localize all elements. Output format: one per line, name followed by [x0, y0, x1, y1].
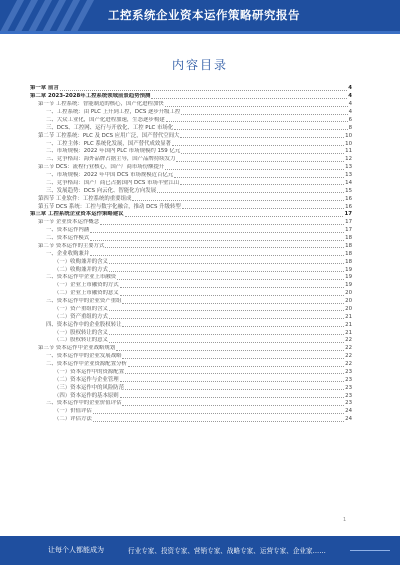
toc-entry-title: 第二章 2023-2028年工控系统领域前景趋势预测: [30, 93, 151, 100]
toc-entry[interactable]: [30, 132, 352, 140]
toc-dot-leader: [117, 279, 344, 280]
toc-dot-leader: [109, 318, 344, 319]
toc-entry-page: 18: [345, 242, 352, 249]
toc-entry-page: 22: [345, 345, 352, 352]
toc-entry[interactable]: [30, 376, 352, 384]
footer-tagline: 行业专家、投资专家、营销专家、战略专家、运营专家、企业家……: [128, 547, 326, 555]
toc-entry[interactable]: [30, 361, 352, 369]
toc-entry[interactable]: [30, 250, 352, 258]
toc-entry-title: （一）资产重组的含义: [54, 305, 108, 312]
toc-entry[interactable]: [30, 164, 352, 172]
toc-entry[interactable]: [30, 109, 352, 117]
toc-entry-page: 23: [345, 384, 352, 391]
toc-entry-page: 24: [345, 408, 352, 415]
toc-dot-leader: [122, 303, 344, 304]
toc-entry[interactable]: [30, 400, 352, 408]
toc-dot-leader: [109, 334, 344, 335]
toc-entry-title: 第四节 工业软件：工控系统的重要组成: [38, 195, 132, 202]
toc-dot-leader: [109, 342, 344, 343]
toc-title: 内容目录: [171, 58, 228, 72]
toc-entry-title: （一）股权转让的含义: [54, 329, 108, 336]
toc-entry[interactable]: [30, 282, 352, 290]
toc-dot-leader: [165, 169, 344, 170]
toc-entry[interactable]: [30, 203, 352, 211]
toc-entry[interactable]: [30, 298, 352, 306]
toc-entry[interactable]: [30, 306, 352, 314]
toc-dot-leader: [90, 240, 344, 241]
toc-entry-title: 二、市场规模：2022 年国内 PLC 市场规模约 159 亿元: [46, 148, 181, 155]
toc-entry-page: 23: [345, 400, 352, 407]
toc-entry-title: （二）收购兼并的方式: [54, 266, 108, 273]
toc-entry-page: 17: [345, 227, 352, 234]
toc-dot-leader: [180, 137, 344, 138]
toc-entry-page: 10: [345, 132, 352, 139]
toc-entry-title: 第二节 工控系统：PLC 及 DCS 应用广泛，国产替代空间大: [38, 132, 180, 139]
toc-entry-title: 三、竞争格局：海外品牌占据主导，国产品牌持续发力: [46, 156, 176, 163]
toc-entry-page: 22: [345, 361, 352, 368]
toc-dot-leader: [174, 129, 347, 130]
toc-dot-leader: [151, 98, 347, 99]
toc-entry-title: （二）企业上市融资的意义: [54, 290, 119, 297]
toc-entry-title: （三）资本运作中的风险防范: [54, 384, 125, 391]
toc-entry[interactable]: [30, 274, 352, 282]
toc-entry-page: 12: [345, 156, 352, 163]
toc-entry[interactable]: [30, 211, 352, 219]
toc-entry[interactable]: [30, 180, 352, 188]
toc-entry-page: 4: [348, 85, 352, 92]
toc-entry-page: 13: [345, 164, 352, 171]
toc-entry-title: （二）评估方法: [54, 416, 92, 423]
toc-entry-title: 二、资本运作模式: [46, 235, 90, 242]
toc-dot-leader: [90, 255, 344, 256]
toc-entry[interactable]: [30, 345, 352, 353]
toc-entry-page: 4: [348, 93, 352, 100]
toc-dot-leader: [172, 145, 344, 146]
toc-dot-leader: [120, 287, 344, 288]
toc-entry-page: 16: [345, 195, 352, 202]
toc-entry-page: 4: [348, 109, 352, 116]
toc-entry-title: 三、DCS、工控网、运行与开放化、工控 PLC 市场化: [46, 124, 174, 131]
toc-entry-title: 第一节 工控系统：智能制造的核心，国产化进程加快: [38, 101, 164, 108]
toc-entry-page: 20: [345, 290, 352, 297]
toc-entry-page: 21: [345, 321, 352, 328]
toc-dot-leader: [100, 224, 344, 225]
toc-entry[interactable]: [30, 85, 352, 93]
toc-entry-page: 15: [345, 187, 352, 194]
toc-dot-leader: [180, 184, 344, 185]
toc-dot-leader: [120, 381, 344, 382]
toc-entry[interactable]: [30, 243, 352, 251]
toc-dot-leader: [176, 161, 344, 162]
toc-entry-page: 20: [345, 298, 352, 305]
toc-entry-page: 22: [345, 353, 352, 360]
toc-entry-page: 22: [345, 337, 352, 344]
toc-entry[interactable]: [30, 266, 352, 274]
toc-entry-title: 第三章 工控系统企业资本运作策略建议: [30, 211, 124, 218]
toc-dot-leader: [182, 208, 344, 209]
toc-entry[interactable]: [30, 140, 352, 148]
toc-entry-title: 第三节 资本运作中企业战略规划: [38, 345, 116, 352]
toc-entry-title: 一、资本运作内涵: [46, 227, 90, 234]
toc-entry[interactable]: [30, 187, 352, 195]
toc-entry-title: （一）价值评估: [54, 408, 92, 415]
toc-entry-title: 第一章 前言: [30, 85, 59, 92]
toc-entry[interactable]: [30, 392, 352, 400]
table-of-contents: [30, 85, 352, 424]
toc-entry-page: 18: [345, 250, 352, 257]
toc-entry-page: 17: [345, 219, 352, 226]
toc-entry-title: 二、大众工业化，国产化进程加速，生态逐步构建: [46, 116, 165, 123]
toc-entry-title: （二）股权转让的意义: [54, 337, 108, 344]
toc-entry-page: 16: [345, 203, 352, 210]
toc-dot-leader: [125, 389, 344, 390]
toc-entry-title: 第三节 DCS：流程行业核心，国产厂商市场份额提升: [38, 164, 165, 171]
toc-dot-leader: [120, 397, 344, 398]
toc-entry-page: 24: [345, 416, 352, 423]
toc-entry[interactable]: [30, 337, 352, 345]
toc-dot-leader: [165, 106, 348, 107]
toc-entry-page: 6: [348, 116, 352, 123]
toc-entry[interactable]: [30, 258, 352, 266]
footer-slogan: 让每个人都能成为: [48, 546, 104, 554]
toc-dot-leader: [166, 121, 348, 122]
toc-entry[interactable]: [30, 329, 352, 337]
toc-entry[interactable]: [30, 156, 352, 164]
toc-entry-page: 19: [345, 266, 352, 273]
toc-entry-page: 8: [348, 124, 352, 131]
toc-dot-leader: [122, 358, 344, 359]
toc-entry-title: 三、资本运作中的企业价值评估: [46, 400, 122, 407]
toc-dot-leader: [93, 421, 344, 422]
toc-entry-page: 23: [345, 392, 352, 399]
toc-dot-leader: [120, 295, 344, 296]
toc-entry-page: 11: [345, 148, 352, 155]
report-footer: [0, 536, 400, 565]
toc-entry[interactable]: [30, 101, 352, 109]
toc-entry-title: 一、资本运作中的企业发展战略: [46, 353, 122, 360]
toc-dot-leader: [105, 247, 344, 248]
toc-entry-title: （二）资产重组的方式: [54, 313, 108, 320]
toc-entry-page: 17: [344, 211, 352, 218]
toc-dot-leader: [157, 192, 344, 193]
toc-entry-page: 21: [345, 329, 352, 336]
toc-entry-page: 18: [345, 235, 352, 242]
footer-divider: [350, 550, 390, 551]
toc-entry-title: 三、发展趋势：DCS 向云化、智能化方向发展: [46, 187, 157, 194]
toc-dot-leader: [174, 177, 344, 178]
toc-entry[interactable]: [30, 227, 352, 235]
toc-entry-page: 13: [345, 172, 352, 179]
toc-dot-leader: [132, 200, 344, 201]
toc-dot-leader: [90, 232, 344, 233]
toc-entry-page: 20: [345, 305, 352, 312]
report-header: [0, 0, 400, 34]
toc-dot-leader: [116, 350, 344, 351]
toc-entry-title: 二、资本运作中企业上市融资: [46, 274, 117, 281]
toc-dot-leader: [128, 366, 344, 367]
toc-entry[interactable]: [30, 321, 352, 329]
toc-entry-title: 一、市场规模：2022 年中国 DCS 市场规模近百亿元: [46, 172, 174, 179]
toc-entry-title: 二、竞争格局：国产厂商已占据国内 DCS 市场半壁江山: [46, 179, 180, 186]
toc-entry[interactable]: [30, 93, 352, 101]
toc-dot-leader: [125, 373, 344, 374]
toc-entry-title: （一）企业上市融资的方式: [54, 282, 119, 289]
toc-entry[interactable]: [30, 416, 352, 424]
toc-dot-leader: [60, 90, 347, 91]
report-title: 工控系统企业资本运作策略研究报告: [108, 8, 300, 22]
toc-entry[interactable]: [30, 195, 352, 203]
toc-dot-leader: [93, 413, 344, 414]
toc-entry-page: 4: [348, 101, 352, 108]
toc-entry[interactable]: [30, 235, 352, 243]
toc-dot-leader: [109, 271, 344, 272]
toc-entry-title: （一）资本运作中的资源配置: [54, 368, 125, 375]
toc-dot-leader: [122, 405, 344, 406]
toc-entry[interactable]: [30, 117, 352, 125]
toc-entry-page: 23: [345, 368, 352, 375]
toc-entry[interactable]: [30, 290, 352, 298]
toc-entry-page: 18: [345, 258, 352, 265]
toc-entry[interactable]: [30, 384, 352, 392]
toc-dot-leader: [109, 310, 344, 311]
toc-entry-title: 第一节 企业资本运作概念: [38, 219, 100, 226]
page-number: 1: [343, 517, 347, 523]
toc-entry-title: 三、资本运作中的企业资产重组: [46, 298, 122, 305]
toc-entry-title: 一、工控主体：PLC 系统化发展，国产替代成效显著: [46, 140, 171, 147]
toc-entry[interactable]: [30, 148, 352, 156]
toc-entry-page: 10: [345, 140, 352, 147]
toc-entry-page: 23: [345, 376, 352, 383]
toc-entry-title: （四）资本运作的基本原则: [54, 392, 119, 399]
toc-entry[interactable]: [30, 408, 352, 416]
toc-entry[interactable]: [30, 313, 352, 321]
toc-entry-title: 二、资本运作中企业资源配置分析: [46, 361, 127, 368]
toc-entry[interactable]: [30, 219, 352, 227]
toc-dot-leader: [181, 114, 347, 115]
toc-entry-page: 19: [345, 282, 352, 289]
toc-entry-title: 第五节 DCS 系统：工控与数字化融合，推动 DCS 升级转型: [38, 203, 181, 210]
toc-entry[interactable]: [30, 353, 352, 361]
toc-entry-title: 一、企业收购兼并: [46, 250, 90, 257]
toc-entry-page: 14: [345, 179, 352, 186]
toc-entry-page: 19: [345, 274, 352, 281]
toc-entry[interactable]: [30, 124, 352, 132]
toc-entry-title: 四、资本运作中的企业股权转让: [46, 321, 122, 328]
toc-entry-title: （二）资本运作与企业管理: [54, 376, 119, 383]
toc-dot-leader: [181, 153, 344, 154]
toc-entry-title: 第二节 资本运作的主要方式: [38, 242, 105, 249]
toc-entry-title: 一、工控系统：由 PLC 上升到工控，DCS 逐步升级工控: [46, 109, 181, 116]
toc-entry[interactable]: [30, 369, 352, 377]
toc-entry-title: （一）收购兼并的含义: [54, 258, 108, 265]
toc-entry-page: 21: [345, 313, 352, 320]
toc-dot-leader: [122, 326, 344, 327]
toc-dot-leader: [109, 263, 344, 264]
toc-dot-leader: [125, 216, 344, 217]
toc-entry[interactable]: [30, 172, 352, 180]
